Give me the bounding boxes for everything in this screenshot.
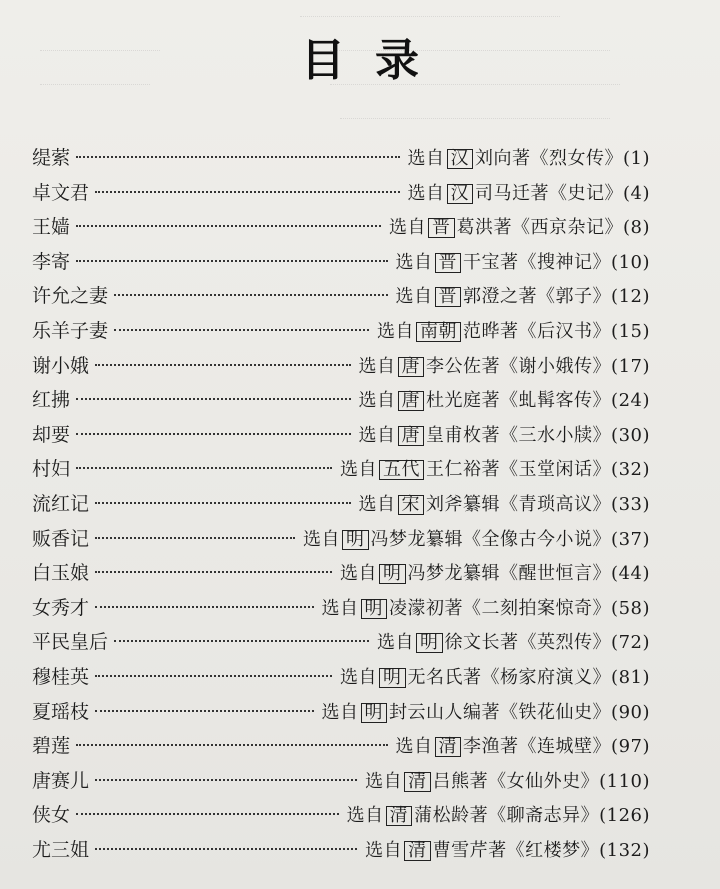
table-of-contents <box>32 141 650 867</box>
toc-entry[interactable] <box>32 383 650 418</box>
entry-source <box>408 142 651 176</box>
toc-entry[interactable] <box>32 349 650 384</box>
dynasty-label: 明 <box>361 599 388 619</box>
dynasty-label: 明 <box>379 564 406 584</box>
page-number: (132) <box>599 839 650 861</box>
dot-leader <box>95 710 314 712</box>
dynasty-label: 晋 <box>428 218 455 238</box>
author-label: 徐文长著 <box>444 632 519 654</box>
entry-title: 缇萦 <box>32 147 71 169</box>
source-prefix: 选自 <box>346 805 384 827</box>
entry-title: 唐赛儿 <box>32 769 90 792</box>
page-number: (12) <box>611 286 650 308</box>
page-number: (72) <box>611 632 650 654</box>
entry-source <box>377 626 650 660</box>
author-label: 吕熊著 <box>432 770 489 792</box>
page-number: (30) <box>611 424 650 446</box>
entry-source <box>365 765 650 799</box>
page-number: (8) <box>623 217 650 239</box>
book-title: 《史记》 <box>549 182 623 204</box>
book-title: 《烈女传》 <box>530 148 623 169</box>
source-prefix: 选自 <box>340 666 378 688</box>
toc-entry[interactable] <box>32 522 650 557</box>
dynasty-label: 五代 <box>379 460 424 480</box>
entry-source <box>408 177 651 211</box>
book-title: 《英烈传》 <box>518 632 612 654</box>
dynasty-label: 明 <box>361 703 388 723</box>
entry-title: 流红记 <box>32 492 90 515</box>
source-prefix: 选自 <box>395 736 433 758</box>
dynasty-label: 唐 <box>398 391 425 411</box>
entry-source <box>322 696 650 730</box>
dot-leader <box>76 225 381 227</box>
dot-leader <box>114 640 369 642</box>
dot-leader <box>95 502 351 504</box>
dynasty-label: 宋 <box>398 495 425 515</box>
source-prefix: 选自 <box>395 251 433 273</box>
book-title: 《后汉书》 <box>518 320 612 342</box>
dot-leader <box>95 571 332 573</box>
dynasty-label: 唐 <box>398 357 425 377</box>
source-prefix: 选自 <box>389 217 426 239</box>
author-label: 无名氏著 <box>407 666 482 688</box>
source-prefix: 选自 <box>340 563 378 585</box>
toc-entry[interactable] <box>32 591 650 626</box>
page-number: (90) <box>611 701 650 723</box>
toc-entry[interactable] <box>32 452 650 487</box>
entry-source <box>340 661 650 695</box>
toc-entry[interactable] <box>32 764 650 799</box>
author-label: 刘向著 <box>475 148 531 169</box>
dot-leader <box>76 156 399 158</box>
book-title: 《连城壁》 <box>518 736 612 758</box>
toc-entry[interactable] <box>32 141 650 176</box>
dynasty-label: 清 <box>435 737 462 757</box>
dynasty-label: 唐 <box>398 426 425 446</box>
source-prefix: 选自 <box>340 459 378 481</box>
author-label: 司马迁著 <box>475 182 549 204</box>
dot-leader <box>95 364 351 366</box>
dynasty-label: 晋 <box>435 253 462 273</box>
entry-source <box>396 280 650 314</box>
toc-entry[interactable] <box>32 695 650 730</box>
toc-entry[interactable] <box>32 798 650 833</box>
dynasty-label: 清 <box>404 841 431 861</box>
dynasty-label: 汉 <box>447 149 474 169</box>
dynasty-label: 晋 <box>435 287 462 307</box>
page-title: 目录 <box>301 35 449 86</box>
author-label: 李公佐著 <box>426 355 501 377</box>
toc-entry[interactable] <box>32 418 650 453</box>
page-number: (10) <box>611 251 650 273</box>
book-title: 《女仙外史》 <box>488 770 600 792</box>
dot-leader <box>95 779 357 781</box>
entry-source <box>365 834 650 868</box>
entry-title: 贩香记 <box>32 527 90 550</box>
author-label: 凌濛初著 <box>389 597 464 619</box>
book-title: 《全像古今小说》 <box>463 528 612 550</box>
source-prefix: 选自 <box>358 424 396 446</box>
dot-leader <box>76 744 388 746</box>
toc-entry[interactable] <box>32 245 650 280</box>
toc-entry[interactable] <box>32 314 650 349</box>
toc-entry[interactable] <box>32 210 650 245</box>
entry-title: 夏瑶枝 <box>32 700 90 723</box>
author-label: 葛洪著 <box>456 217 512 239</box>
book-title: 《聊斋志异》 <box>488 805 600 827</box>
page-number: (17) <box>611 355 650 377</box>
dot-leader <box>114 294 388 296</box>
book-title: 《杨家府演义》 <box>481 666 612 688</box>
page-number: (1) <box>623 148 650 169</box>
book-title: 《醒世恒言》 <box>500 563 612 585</box>
dot-leader <box>95 191 399 193</box>
dynasty-label: 明 <box>342 530 369 550</box>
author-label: 冯梦龙纂辑 <box>407 563 501 585</box>
entry-title: 碧莲 <box>32 735 71 758</box>
toc-entry[interactable] <box>32 176 650 211</box>
entry-title: 尤三姐 <box>32 838 90 861</box>
page-number: (24) <box>611 390 650 412</box>
source-prefix: 选自 <box>407 182 445 204</box>
toc-entry[interactable] <box>32 729 650 764</box>
author-label: 封云山人编著 <box>389 701 501 723</box>
source-prefix: 选自 <box>321 701 359 723</box>
source-prefix: 选自 <box>365 839 403 861</box>
source-prefix: 选自 <box>303 528 341 550</box>
source-prefix: 选自 <box>358 493 396 515</box>
book-title: 《谢小娥传》 <box>500 355 612 377</box>
page-number: (126) <box>599 805 650 827</box>
book-title: 《郭子》 <box>537 286 612 308</box>
entry-title: 白玉娘 <box>32 562 90 585</box>
dot-leader <box>95 606 314 608</box>
dot-leader <box>95 848 357 850</box>
entry-title: 村妇 <box>32 458 71 481</box>
dynasty-label: 汉 <box>447 184 474 204</box>
source-prefix: 选自 <box>377 632 415 654</box>
entry-source <box>322 592 650 626</box>
source-prefix: 选自 <box>365 770 403 792</box>
author-label: 皇甫枚著 <box>426 424 501 446</box>
author-label: 杜光庭著 <box>426 390 501 412</box>
entry-source <box>389 211 650 245</box>
dynasty-label: 清 <box>386 806 413 826</box>
entry-source <box>359 350 650 384</box>
entry-title: 却要 <box>32 423 71 446</box>
dot-leader <box>76 467 332 469</box>
source-prefix: 选自 <box>358 390 396 412</box>
dynasty-label: 明 <box>416 633 443 653</box>
entry-title: 卓文君 <box>32 181 90 204</box>
entry-source <box>359 384 650 418</box>
book-title: 《虬髯客传》 <box>500 390 612 412</box>
book-title: 《搜神记》 <box>518 251 612 273</box>
entry-source <box>303 523 650 557</box>
book-title: 《西京杂记》 <box>512 217 623 239</box>
dot-leader <box>76 813 339 815</box>
book-title: 《红楼梦》 <box>506 839 600 861</box>
entry-title: 乐羊子妻 <box>32 319 109 342</box>
book-title: 《青琐高议》 <box>500 493 612 515</box>
toc-entry[interactable] <box>32 833 650 868</box>
source-prefix: 选自 <box>377 320 415 342</box>
author-label: 李渔著 <box>463 736 519 758</box>
dot-leader <box>95 537 295 539</box>
entry-source <box>359 488 650 522</box>
entry-source <box>347 799 650 833</box>
dot-leader <box>76 433 351 435</box>
entry-title: 穆桂英 <box>32 665 90 688</box>
entry-title: 侠女 <box>32 804 71 827</box>
page-number: (15) <box>611 320 650 342</box>
toc-entry[interactable] <box>32 660 650 695</box>
book-title: 《铁花仙史》 <box>500 701 612 723</box>
entry-title: 红拂 <box>32 389 71 412</box>
dynasty-label: 明 <box>379 668 406 688</box>
author-label: 冯梦龙纂辑 <box>370 528 464 550</box>
entry-title: 李寄 <box>32 250 71 273</box>
dynasty-label: 南朝 <box>416 322 461 342</box>
author-label: 曹雪芹著 <box>432 839 507 861</box>
entry-source <box>340 557 650 591</box>
author-label: 干宝著 <box>463 251 519 273</box>
author-label: 蒲松龄著 <box>414 805 489 827</box>
source-prefix: 选自 <box>358 355 396 377</box>
source-prefix: 选自 <box>407 148 445 169</box>
dot-leader <box>76 398 351 400</box>
page-number: (33) <box>611 493 650 515</box>
page-number: (32) <box>611 459 650 481</box>
source-prefix: 选自 <box>395 286 433 308</box>
entry-title: 谢小娥 <box>32 354 90 377</box>
toc-entry[interactable] <box>32 279 650 314</box>
book-title: 《玉堂闲话》 <box>500 459 612 481</box>
entry-source <box>377 315 650 349</box>
page-number: (44) <box>611 563 650 585</box>
entry-title: 平民皇后 <box>32 631 109 654</box>
page-number: (4) <box>623 182 650 204</box>
dot-leader <box>95 675 332 677</box>
entry-source <box>396 246 650 280</box>
entry-title: 王嫱 <box>32 216 71 239</box>
author-label: 刘斧纂辑 <box>426 493 501 515</box>
entry-title: 女秀才 <box>32 596 90 619</box>
toc-entry[interactable] <box>32 625 650 660</box>
page-number: (97) <box>611 736 650 758</box>
page-number: (81) <box>611 666 650 688</box>
page-number: (58) <box>611 597 650 619</box>
dot-leader <box>114 329 369 331</box>
book-title: 《二刻拍案惊奇》 <box>463 597 612 619</box>
toc-entry[interactable] <box>32 487 650 522</box>
author-label: 王仁裕著 <box>426 459 501 481</box>
entry-title: 许允之妻 <box>32 285 109 308</box>
page-number: (110) <box>599 770 650 792</box>
entry-source <box>359 419 650 453</box>
entry-source <box>340 453 650 487</box>
source-prefix: 选自 <box>321 597 359 619</box>
dot-leader <box>76 260 388 262</box>
toc-entry[interactable] <box>32 556 650 591</box>
book-title: 《三水小牍》 <box>500 424 612 446</box>
dynasty-label: 清 <box>404 772 431 792</box>
entry-source <box>396 730 650 764</box>
author-label: 郭澄之著 <box>463 286 538 308</box>
page-number: (37) <box>611 528 650 550</box>
author-label: 范晔著 <box>463 320 519 342</box>
